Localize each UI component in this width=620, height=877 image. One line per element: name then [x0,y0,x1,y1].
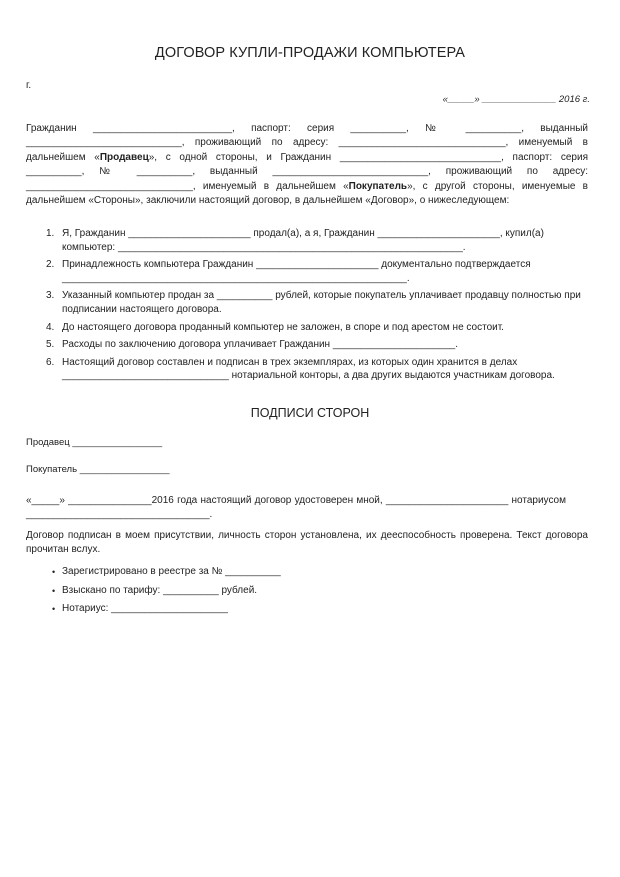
contract-clauses [46,227,586,383]
signatures-title: ПОДПИСИ СТОРОН [250,406,370,420]
record-item: • Взыскано по тарифу: __________ рублей. [52,582,281,601]
buyer-signature-line: Покупатель _________________ [26,464,170,475]
intro-text-1: Гражданин _________________________, паспорт: серия __________, № __________, выданный ____________________________, проживающий по адресу: ______________________________, именуемый в дальнейшем « [26,123,588,163]
clause-1: 1. Я, Гражданин ______________________ продал(а), а я, Гражданин ______________________, купил(а) компьютер: ______________________________________________________________. [46,228,544,253]
notary-certification: «_____» _______________2016 года настоящий договор удостоверен мной, ______________________ нотариусом _________________________________. [26,495,566,521]
bullet-icon: • [52,585,56,596]
intro-text-3: », с другой стороны, именуемые в дальнейшем «Стороны», заключили настоящий договор, в дальнейшем «Договор», о нижеследующем: [26,180,588,207]
document-title: ДОГОВОР КУПЛИ-ПРОДАЖИ КОМПЬЮТЕРА [154,45,466,61]
contract-date: «_____» ______________ 2016 г. [442,94,590,105]
bullet-icon: • [52,604,56,614]
clause-6: 6. Настоящий договор составлен и подписан в трех экземплярах, из которых один хранится в делах ______________________________ нотариальной конторы, а два других выдаются участникам договора. [46,356,555,382]
clause-2: 2. Принадлежность компьютера Гражданин ______________________ документально подтверждается ______________________________________________________________. [46,259,531,284]
intro-paragraph [26,122,588,208]
buyer-term: Покупатель [348,180,408,192]
record-item: • Нотариус: _____________________ [52,600,281,619]
clause-4: 4. До настоящего договора проданный компьютер не заложен, в споре и под арестом не состоит. [46,321,504,333]
clause-3: 3. Указанный компьютер продан за __________ рублей, которые покупатель уплачивает продавцу полностью при подписании настоящего договора. [46,290,581,315]
bullet-icon: • [52,567,56,577]
seller-signature-line: Продавец _________________ [26,437,163,448]
clause-5: 5. Расходы по заключению договора уплачивает Гражданин ______________________. [46,339,458,351]
record-item: • Зарегистрировано в реестре за № __________ [52,563,281,582]
city-label: г. [26,80,32,91]
intro-text-2: », с одной стороны, и Гражданин _____________________________, паспорт: серия __________, № __________, выданный ____________________________, проживающий по адресу: ______________________________, именуемый в дальнейшем « [26,151,588,192]
notary-statement: Договор подписан в моем присутствии, личность сторон установлена, их дееспособность проверена. Текст договора прочитан вслух. [26,530,588,556]
seller-term: Продавец [99,151,149,163]
notary-records [52,563,281,619]
